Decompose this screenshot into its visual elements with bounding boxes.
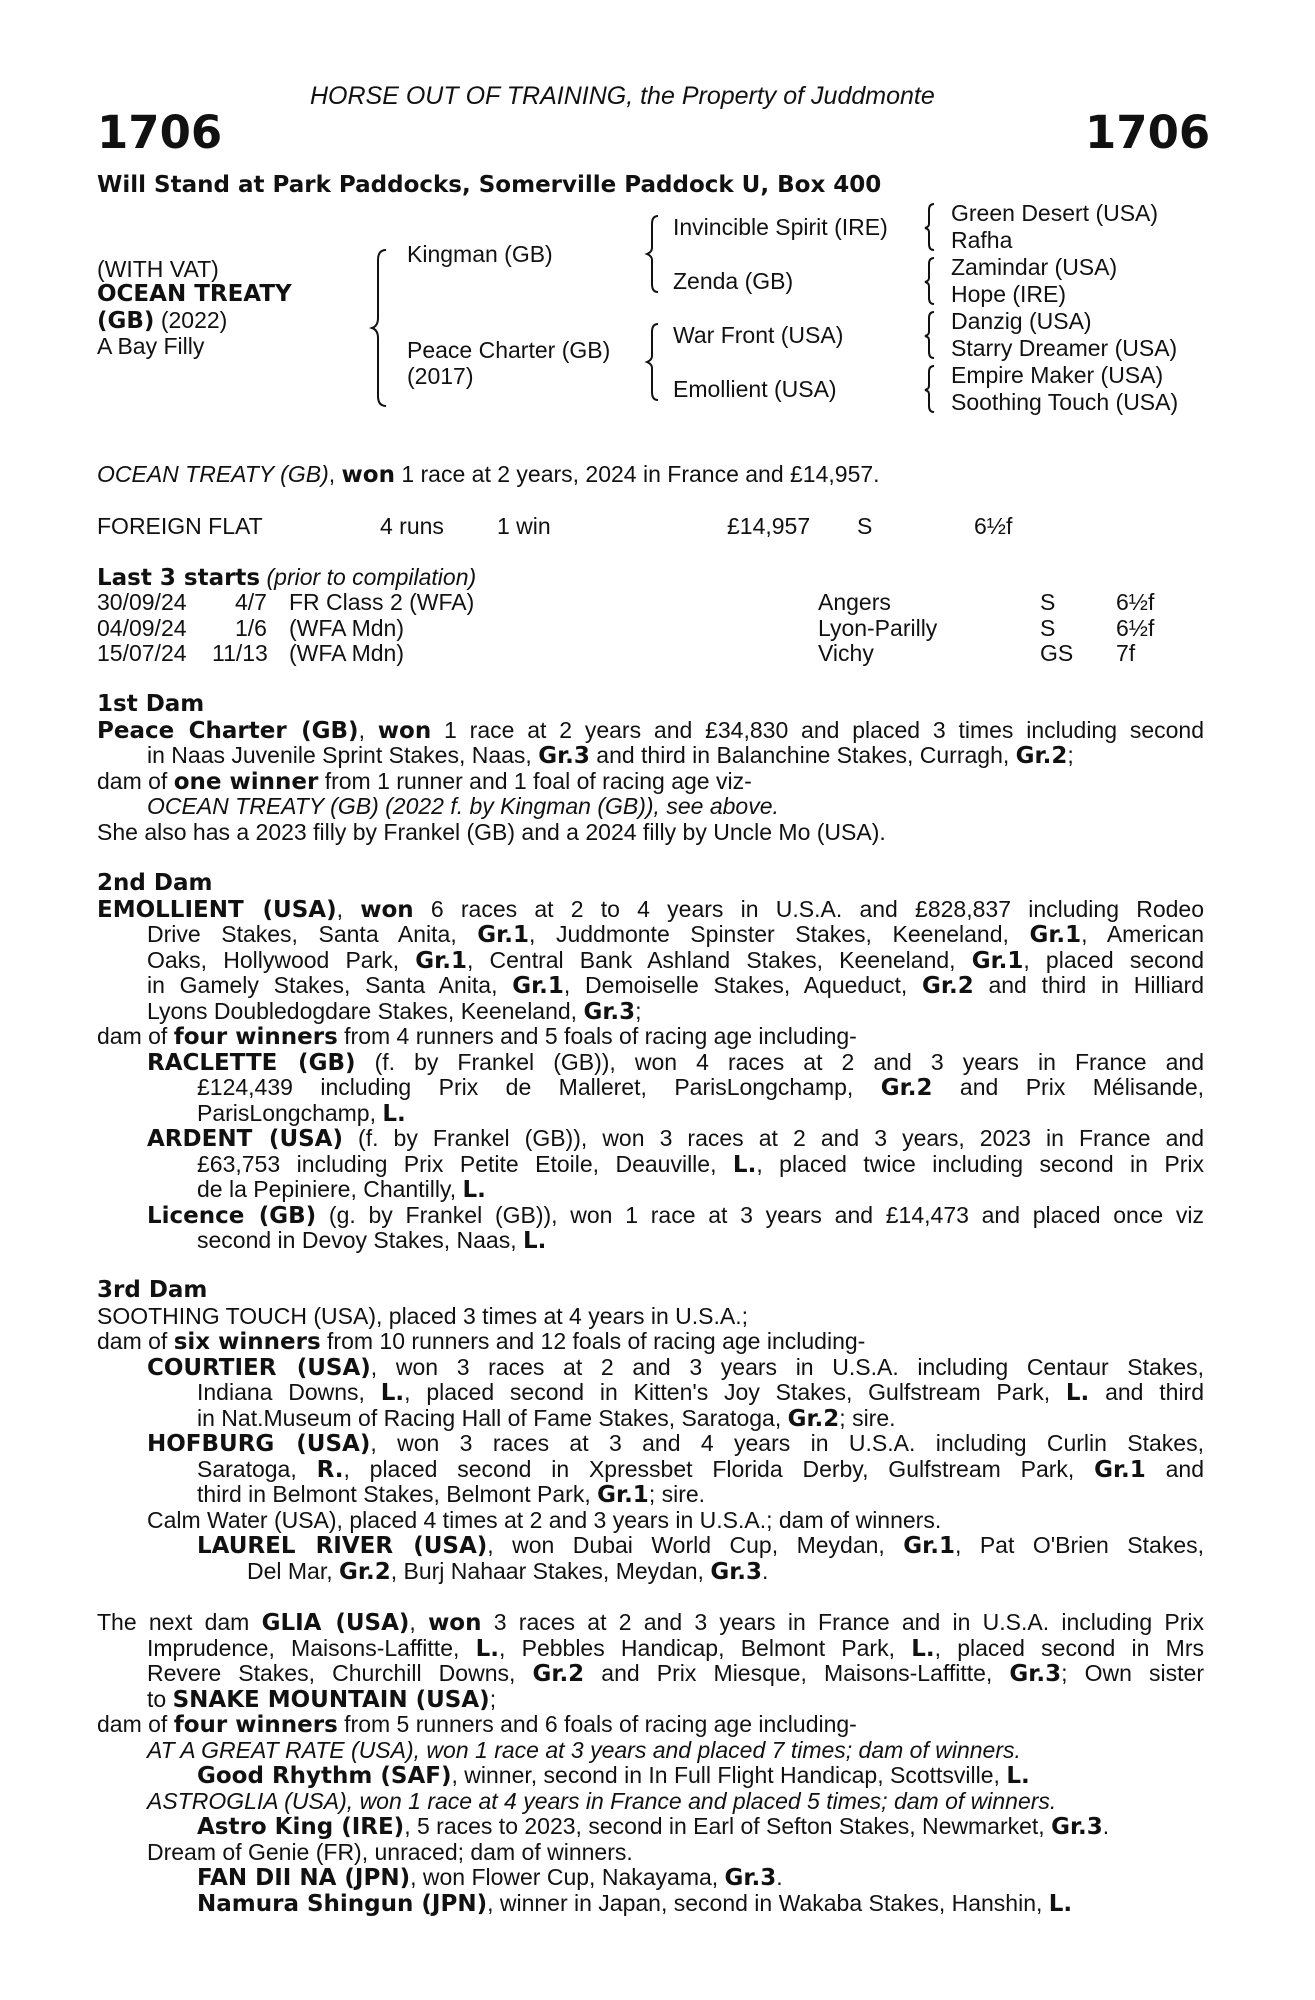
next-dam-line [97,1610,1204,1636]
text: £124,439 including Prix de Malleret, ParisLongchamp, [197,1074,881,1100]
next-dam-line [97,1687,1204,1713]
start-position: 4/7 [235,589,267,615]
grade: Gr.1 [1094,1456,1146,1483]
text: . [776,1864,783,1890]
text: 3 races at 2 and 3 years in France and in U.S.A. including Prix [481,1609,1204,1635]
third-dam-line [97,1431,1204,1457]
grade: L. [1065,1380,1090,1406]
second-dam-line [97,1050,1204,1076]
pedigree-dam-sire: War Front (USA) [673,322,844,348]
text: , winner, second in In Full Flight Handicap, Scottsville, [451,1762,1007,1788]
first-dam-section [97,692,1204,845]
text: , 5 races to 2023, second in Earl of Sefton Stakes, Newmarket, [404,1813,1052,1839]
start-going: GS [1040,640,1074,666]
text: and Prix Mélisande, [932,1074,1204,1100]
start-distance: 7f [1116,640,1136,666]
progeny-name: Namura Shingun (JPN) [197,1890,488,1917]
pedigree-g6: Starry Dreamer (USA) [951,335,1178,361]
text: Revere Stakes, Churchill Downs, [147,1660,533,1686]
text: , winner in Japan, second in Wakaba Stakes, Hanshin, [487,1889,1049,1916]
pedigree-sire: Kingman (GB) [407,241,553,267]
second-dam-line [97,1101,1204,1127]
pedigree-brace-sire [644,214,662,294]
pedigree-g4: Hope (IRE) [951,281,1067,307]
text: , Demoiselle Stakes, Aqueduct, [563,972,923,998]
pedigree-g5: Danzig (USA) [951,308,1092,334]
grade: L. [462,1177,486,1203]
text: third in Belmont Stakes, Belmont Park, [197,1481,598,1507]
third-dam-line [97,1406,1204,1432]
progeny-name: LAUREL RIVER (USA) [197,1533,488,1559]
pedigree-brace-main [370,248,390,408]
text: £63,753 including Prix Petite Etoile, Deauville, [197,1150,733,1177]
second-dam-line: EMOLLIENT (USA), won 6 races at 2 to 4 years in U.S.A. and £828,837 including Rodeo [97,895,1204,923]
next-dam-line [97,1712,1204,1738]
start-course: Angers [818,589,891,615]
pedigree-g7: Empire Maker (USA) [951,362,1164,388]
text: , won 3 races at 3 and 4 years in U.S.A. including Curlin Stakes, [370,1430,1204,1456]
start-course: Lyon-Parilly [818,615,938,641]
third-dam-line [97,1533,1204,1559]
start-distance: 6½f [1116,589,1155,615]
grade: Gr.3 [724,1865,777,1891]
grade: Gr.2 [532,1661,585,1687]
text: , [409,1609,429,1635]
text: , placed second in Kitten's Joy Stakes, Gulfstream Park, [404,1379,1066,1405]
record-label: FOREIGN FLAT [97,513,263,539]
horse-description: A Bay Filly [97,333,205,359]
second-dam-line [97,1177,1204,1203]
last-starts-heading [97,565,476,592]
progeny-name: RACLETTE (GB) [147,1049,356,1076]
grade: L. [1006,1763,1030,1789]
race-summary: OCEAN TREATY (GB), won 1 race at 2 years, 2024 in France and £14,957. [97,461,880,488]
second-dam-line [97,1126,1204,1152]
start-going: S [1040,589,1056,615]
text: , won 3 races at 2 and 3 years in U.S.A. including Centaur Stakes, [370,1353,1204,1380]
next-dam-line: ASTROGLIA (USA), won 1 race at 4 years in France and placed 5 times; dam of winners. [147,1787,1057,1814]
winners-count: four winners [173,1024,338,1050]
third-dam-line [97,1559,1204,1585]
progeny-name: COURTIER (USA) [147,1354,371,1381]
won-label: won [377,717,432,744]
pedigree-brace-g34 [922,256,938,306]
second-dam-line [97,948,1204,974]
grade: Gr.2 [922,973,974,999]
record-distance: 6½f [974,513,1013,539]
text: de la Pepiniere, Chantilly, [197,1176,463,1202]
third-dam-section [97,1278,1204,1584]
start-date: 30/09/24 [97,589,187,615]
start-date: 15/07/24 [97,640,187,666]
text: Oaks, Hollywood Park, [147,946,416,973]
third-dam-line [97,1482,1204,1508]
text: , won Dubai World Cup, Meydan, [487,1532,904,1558]
summary-text: 1 race at 2 years, 2024 in France and £14,957. [394,461,880,487]
text: , Juddmonte Spinster Stakes, Keeneland, [528,921,1030,947]
lot-number-left: 1706 [97,106,223,159]
text: ; sire. [839,1404,896,1431]
pedigree-g1: Green Desert (USA) [951,200,1159,226]
record-wins: 1 win [497,513,551,539]
grade: Gr.1 [512,973,564,999]
start-race: (WFA Mdn) [289,640,405,666]
last-starts-title: Last 3 starts [97,565,261,591]
text: , Central Bank Ashland Stakes, Keeneland, [466,946,972,973]
grade: L. [523,1228,547,1254]
pedigree-g3: Zamindar (USA) [951,254,1118,280]
second-dam-line [97,999,1204,1025]
second-dam-heading: 2nd Dam [97,870,213,896]
second-dam-line [97,973,1204,999]
text: and Prix Miesque, Maisons-Laffitte, [584,1660,1010,1686]
grade: L. [911,1635,935,1662]
text: ; [489,1685,497,1712]
next-dam-line [97,1814,1204,1840]
second-dam-line [97,1024,1204,1050]
grade: Gr.1 [597,1482,649,1508]
first-dam-heading: 1st Dam [97,691,205,717]
pedigree-brace-dam [644,322,662,402]
second-dam-section [97,871,1204,1254]
text: and third [1089,1379,1204,1405]
text: Drive Stakes, Santa Anita, [147,921,478,947]
text: from 10 runners and 12 foals of racing age including- [320,1328,866,1354]
progeny-name: FAN DII NA (JPN) [197,1865,411,1891]
grade: Gr.3 [710,1558,763,1585]
pedigree-dam: Peace Charter (GB) [407,337,611,363]
won-label: won [428,1610,482,1636]
record-runs: 4 runs [380,513,444,539]
text: dam of [97,1328,174,1354]
text: dam of [97,1711,174,1737]
text: dam of [97,1023,174,1049]
next-dam-line [97,1891,1204,1917]
third-dam-line: SOOTHING TOUCH (USA), placed 3 times at 4 years in U.S.A.; [97,1302,748,1329]
horse-name: OCEAN TREATY [97,281,292,307]
text: 1 race at 2 years and £34,830 and placed 3 times including second [431,716,1205,743]
next-dam-section [97,1610,1204,1916]
pedigree-sire-sire: Invincible Spirit (IRE) [673,214,888,240]
next-dam-line [97,1763,1204,1789]
second-dam-line [97,1203,1204,1229]
grade: L. [380,1380,405,1406]
text: , Burj Nahaar Stakes, Meydan, [390,1557,711,1584]
second-dam-line [97,1228,1204,1254]
text: from 5 runners and 6 foals of racing age including- [337,1711,857,1737]
grade: Gr.3 [1009,1661,1062,1687]
grade: Gr.1 [415,947,467,974]
third-dam-line [97,1457,1204,1483]
summary-won: won [341,462,395,488]
text: Del Mar, [247,1557,340,1584]
progeny-name: Astro King (IRE) [197,1814,405,1840]
text: Saratoga, [197,1455,317,1482]
lot-number-right: 1706 [1085,106,1211,159]
text: (f. by Frankel (GB)), won 4 races at 2 and 3 years in France and [355,1048,1204,1075]
text: The next dam [97,1609,262,1635]
text: ParisLongchamp, [197,1099,383,1126]
summary-horse: OCEAN TREATY (GB) [97,461,329,487]
horse-year: (2022) [154,307,228,333]
grade: L. [1048,1890,1073,1917]
grade: L. [475,1635,499,1662]
text: Indiana Downs, [197,1379,381,1405]
pedigree-brace-g56 [922,310,938,360]
progeny-name: Licence (GB) [147,1202,317,1229]
text: , Pat O'Brien Stakes, [954,1532,1205,1558]
grade: Gr.1 [477,922,529,948]
last-starts-note: (prior to compilation) [260,564,477,590]
text: , won Flower Cup, Nakayama, [410,1864,725,1890]
next-dam-line [97,1661,1204,1687]
text: and [1145,1455,1204,1482]
third-dam-heading: 3rd Dam [97,1277,208,1303]
text: from 4 runners and 5 foals of racing age including- [337,1023,857,1049]
progeny-name: HOFBURG (USA) [147,1431,371,1457]
grade: R. [316,1456,344,1483]
text: ; Own sister [1061,1660,1204,1686]
third-dam-line [97,1355,1204,1381]
grade: L. [732,1151,757,1178]
pedigree-g8: Soothing Touch (USA) [951,389,1179,415]
text: (g. by Frankel (GB)), won 1 race at 3 years and £14,473 and placed once viz [316,1201,1204,1228]
first-dam-line: Peace Charter (GB), won 1 race at 2 years and £34,830 and placed 3 times including second [97,716,1205,744]
dam-name: GLIA (USA) [261,1610,410,1636]
start-position: 1/6 [235,615,267,641]
pedigree-g2: Rafha [951,227,1013,253]
text: Imprudence, Maisons-Laffitte, [147,1634,476,1661]
won-label: won [360,896,414,923]
winners-count: four winners [173,1712,338,1738]
grade: Gr.1 [903,1533,955,1559]
grade: Gr.1 [971,947,1024,974]
pedigree-brace-g78 [922,364,938,414]
start-race: FR Class 2 (WFA) [289,589,475,615]
pedigree-dam-dam: Emollient (USA) [673,376,837,402]
text: in Naas Juvenile Sprint Stakes, Naas, [147,742,539,768]
record-going: S [857,513,873,539]
banner: HORSE OUT OF TRAINING, the Property of Juddmonte [310,82,935,110]
second-dam-line [97,922,1204,948]
grade: Gr.3 [538,743,590,769]
text: . [1102,1813,1110,1839]
text: in Nat.Museum of Racing Hall of Fame Stakes, Saratoga, [197,1404,788,1431]
second-dam-line [97,1152,1204,1178]
start-going: S [1040,615,1056,641]
next-dam-line: Dream of Genie (FR), unraced; dam of winners. [147,1838,633,1865]
text: , American [1081,921,1204,947]
dam-name: Peace Charter (GB) [97,717,359,744]
grade: Gr.3 [1051,1814,1103,1840]
text: 6 races at 2 to 4 years in U.S.A. and £828,837 including Rodeo [413,895,1204,922]
text: ; [635,997,642,1024]
text: , placed twice including second in Prix [756,1150,1204,1177]
progeny-name: Good Rhythm (SAF) [197,1763,452,1789]
second-dam-line [97,1075,1204,1101]
first-dam-line [97,743,1204,769]
text: second in Devoy Stakes, Naas, [197,1227,523,1253]
text: . [762,1557,769,1584]
text: in Gamely Stakes, Santa Anita, [147,972,513,998]
grade: Gr.2 [880,1075,933,1101]
text: , placed second in Xpressbet Florida Derby, Gulfstream Park, [343,1455,1095,1482]
start-course: Vichy [818,640,874,666]
third-dam-line [97,1380,1204,1406]
record-prize: £14,957 [727,513,811,539]
text: (f. by Frankel (GB)), won 3 races at 2 and 3 years, 2023 in France and [343,1125,1204,1151]
text: Lyons Doubledogdare Stakes, Keeneland, [147,997,584,1024]
text: , placed second [1023,946,1205,973]
text: and third in Hilliard [973,972,1205,998]
dam-name: EMOLLIENT (USA) [97,896,337,923]
winners-count: one winner [173,768,319,795]
first-dam-line: She also has a 2023 filly by Frankel (GB) and a 2024 filly by Uncle Mo (USA). [97,818,886,845]
pedigree-brace-g12 [922,202,938,252]
pedigree-dam-year: (2017) [407,363,474,389]
first-dam-line: OCEAN TREATY (GB) (2022 f. by Kingman (GB)), see above. [147,793,779,819]
text: ; sire. [648,1481,706,1507]
text: to [147,1685,173,1712]
winners-count: six winners [173,1329,321,1355]
grade: Gr.2 [787,1405,840,1432]
first-dam-line [97,769,1204,795]
grade: Gr.2 [1015,743,1068,769]
start-date: 04/09/24 [97,615,187,641]
text: ; [1067,742,1074,768]
grade: Gr.2 [339,1558,391,1585]
text: , Pebbles Handicap, Belmont Park, [499,1634,912,1661]
text: and third in Balanchine Stakes, Curragh, [589,742,1016,768]
grade: Gr.1 [1029,922,1082,948]
third-dam-line [97,1329,1204,1355]
pedigree-sire-dam: Zenda (GB) [673,268,794,294]
text: , placed second in Mrs [934,1634,1204,1661]
grade: Gr.3 [583,998,636,1025]
horse-origin [97,308,227,335]
next-dam-line [97,1636,1204,1662]
start-distance: 6½f [1116,615,1155,641]
sibling-name: SNAKE MOUNTAIN (USA) [172,1686,490,1713]
next-dam-line [97,1865,1204,1891]
progeny-name: ARDENT (USA) [147,1126,343,1152]
horse-country: (GB) [97,308,155,334]
grade: L. [382,1100,406,1127]
next-dam-line: AT A GREAT RATE (USA), won 1 race at 3 years and placed 7 times; dam of winners. [147,1736,1021,1763]
text: dam of [97,767,174,794]
third-dam-line: Calm Water (USA), placed 4 times at 2 and 3 years in U.S.A.; dam of winners. [147,1506,942,1533]
start-race: (WFA Mdn) [289,615,405,641]
vat-note: (WITH VAT) [97,256,219,282]
stand-location: Will Stand at Park Paddocks, Somerville Paddock U, Box 400 [97,172,882,198]
text: from 1 runner and 1 foal of racing age viz- [318,767,752,794]
start-position: 11/13 [212,640,268,666]
